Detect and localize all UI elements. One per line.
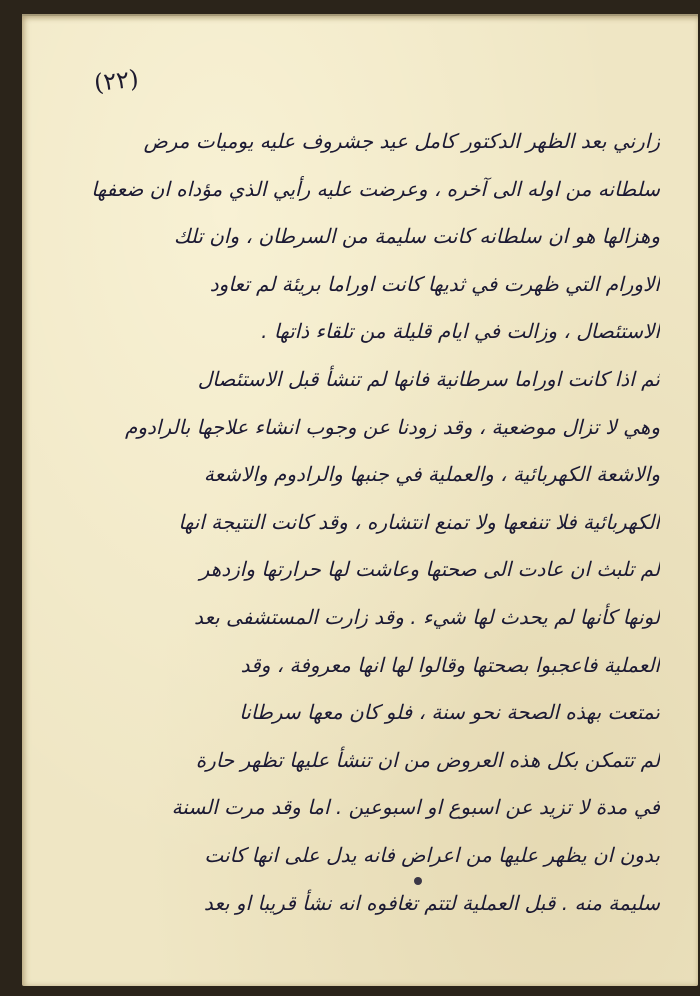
- text-line-9: الكهربائية فلا تنفعها ولا تمنع انتشاره ، وقد كانت النتيجة انها: [178, 509, 660, 534]
- ink-blot: [414, 877, 422, 885]
- text-line-12: العملية فاعجبوا بصحتها وقالوا لها انها معروفة ، وقد: [240, 652, 660, 677]
- text-line-7: وهي لا تزال موضعية ، وقد زودنا عن وجوب انشاء علاجها بالرادوم: [124, 414, 660, 439]
- text-line-4: الاورام التي ظهرت في ثديها كانت اوراما بريئة لم تعاود: [209, 271, 660, 296]
- text-line-15: في مدة لا تزيد عن اسبوع او اسبوعين . اما وقد مرت السنة: [171, 795, 660, 820]
- page-number: (٢٢): [92, 64, 140, 98]
- text-line-3: وهزالها هو ان سلطانه كانت سليمة من السرطان ، وان تلك: [173, 224, 660, 249]
- text-line-1: زارني بعد الظهر الدكتور كامل عيد جشروف عليه يوميات مرض: [143, 129, 660, 153]
- handwritten-text-block: [70, 118, 660, 927]
- text-line-13: تمتعت بهذه الصحة نحو سنة ، فلو كان معها سرطانا: [239, 700, 660, 725]
- text-line-2: سلطانه من اوله الى آخره ، وعرضت عليه رأيي الذي مؤداه ان ضعفها: [91, 176, 660, 201]
- text-line-5: الاستئصال ، وزالت في ايام قليلة من تلقاء ذاتها .: [261, 319, 660, 344]
- text-line-11: لونها كأنها لم يحدث لها شيء . وقد زارت المستشفى بعد: [193, 604, 660, 629]
- text-line-17: سليمة منه . قبل العملية لتتم تغافوه انه نشأ قريبا او بعد: [203, 890, 660, 915]
- text-line-8: والاشعة الكهربائية ، والعملية في جنبها والرادوم والاشعة: [203, 462, 660, 487]
- text-line-16: بدون ان يظهر عليها من اعراض فانه يدل على انها كانت: [204, 842, 660, 867]
- text-line-10: لم تلبث ان عادت الى صحتها وعاشت لها حرارتها وازدهر: [199, 557, 660, 582]
- text-line-6: ثم اذا كانت اوراما سرطانية فانها لم تنشأ قبل الاستئصال: [197, 366, 660, 391]
- text-line-14: لم تتمكن بكل هذه العروض من ان تنشأ عليها تظهر حارة: [195, 747, 660, 772]
